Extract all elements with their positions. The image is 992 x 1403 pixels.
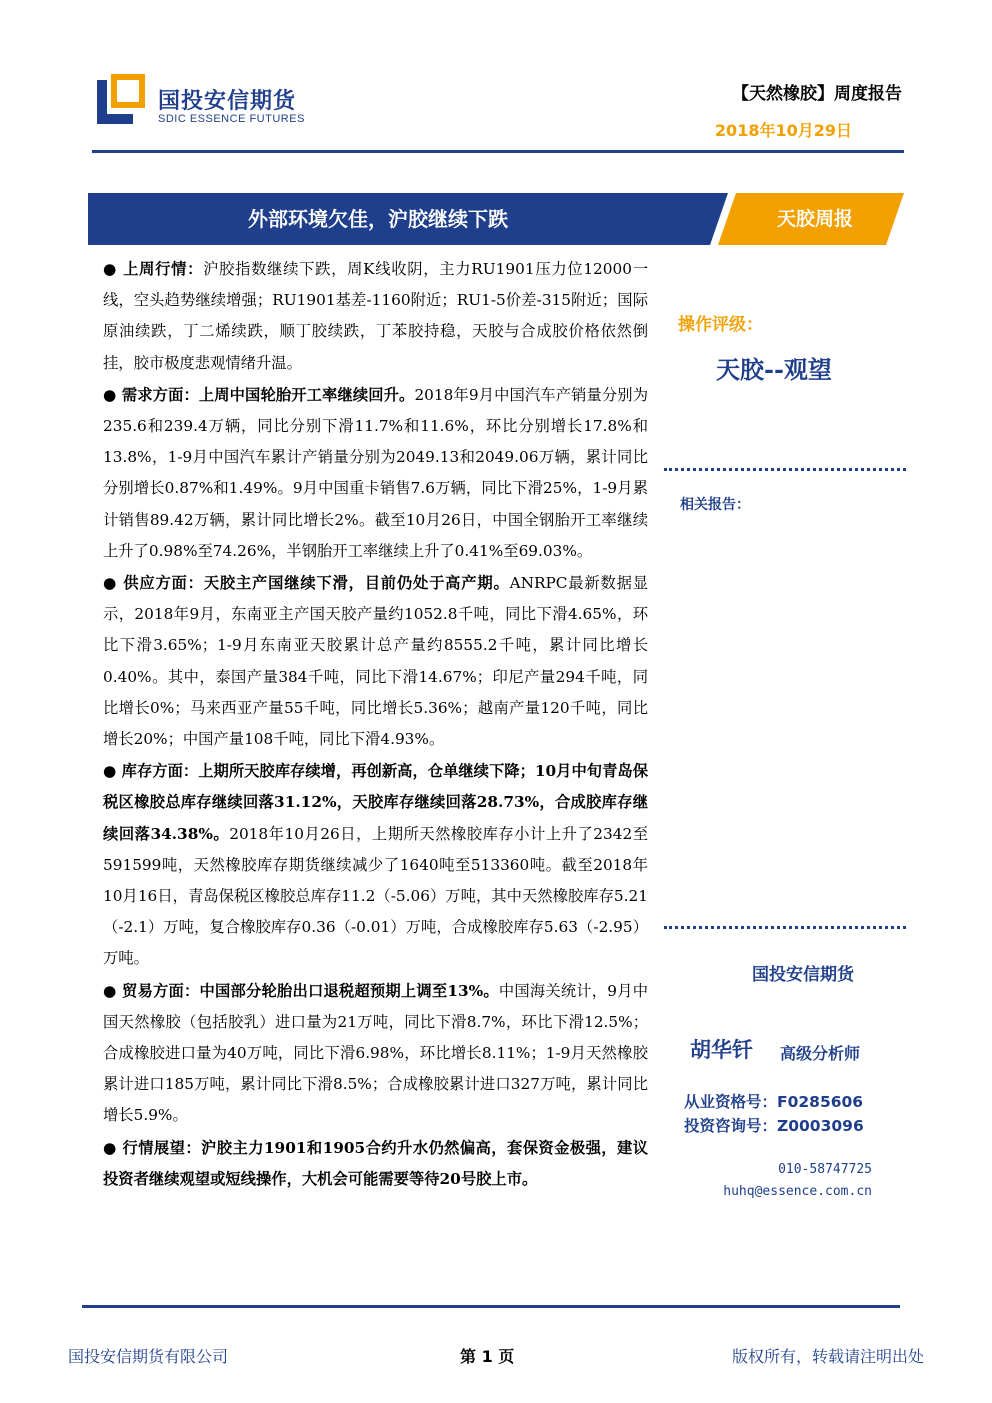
sidebar-company: 国投安信期货	[752, 965, 854, 985]
sidebar-divider	[664, 468, 906, 471]
logo-cn-text: 国投安信期货	[158, 89, 297, 114]
qualification-number: 从业资格号：F0285606	[684, 1093, 864, 1111]
section-inventory	[103, 756, 648, 974]
section-text: ANRPC最新数据显示，2018年9月，东南亚主产国天胶产量约1052.8千吨，同比下滑4.65%，环比下滑3.65%；1-9月东南亚天胶累计总产量约8555.2千吨，累计同比增长0.40%。其中，泰国产量384千吨，同比下滑14.67%；印尼产量294千吨，同比增长0%；马来西亚产量55千吨，同比增长5.36%；越南产量120千吨，同比增长20%；中国产量108千吨，同比下滑4.93%。	[103, 574, 648, 749]
section-market	[103, 254, 648, 379]
logo-icon	[97, 74, 145, 126]
section-text: 中国海关统计，9月中国天然橡胶（包括胶乳）进口量为21万吨，同比下滑8.7%，环比下滑12.5%；合成橡胶进口量为40万吨，同比下滑6.98%，环比增长8.11%；1-9月天然橡胶累计进口185万吨，累计同比下滑8.5%；合成橡胶累计进口327万吨，累计同比增长5.9%。	[103, 981, 649, 1125]
section-text: 2018年9月中国汽车产销量分别为235.6和239.4万辆，同比分别下滑11.7%和11.6%，环比分别增长17.8%和13.8%，1-9月中国汽车累计产销量分别为2049.13和2049.06万辆，累计同比分别增长0.87%和1.49%。9月中国重卡销售7.6万辆，同比下滑25%，1-9月累计销售89.42万辆，累计同比增长2%。截至10月26日，中国全钢胎开工率继续上升了0.98%至74.26%，半钢胎开工率继续上升了0.41%至69.03%。	[103, 385, 648, 560]
section-outlook	[103, 1133, 648, 1195]
analyst-email[interactable]: huhq@essence.com.cn	[723, 1184, 872, 1199]
report-title: 外部环境欠佳，沪胶继续下跌	[248, 207, 508, 231]
page-number: 第 1 页	[460, 1347, 515, 1366]
report-body	[103, 254, 648, 1196]
analyst-title: 高级分析师	[780, 1044, 861, 1063]
sidebar-divider	[664, 926, 906, 929]
section-trade	[103, 976, 648, 1132]
footer-company: 国投安信期货有限公司	[68, 1347, 229, 1366]
rating-value: 天胶--观望	[716, 355, 832, 384]
analyst-name: 胡华钎	[690, 1038, 753, 1062]
section-lead: ● 贸易方面：中国部分轮胎出口退税超预期上调至13%。	[103, 981, 499, 1000]
related-reports-label: 相关报告：	[680, 497, 750, 513]
header-divider	[92, 150, 904, 153]
report-tag: 天胶周报	[776, 208, 853, 230]
footer-copyright: 版权所有，转载请注明出处	[731, 1347, 924, 1366]
rating-label: 操作评级：	[678, 315, 763, 335]
section-lead: ● 供应方面：天胶主产国继续下滑，目前仍处于高产期。	[103, 574, 510, 593]
analyst-phone: 010-58747725	[778, 1162, 872, 1177]
section-supply	[103, 568, 648, 755]
section-lead: ● 上周行情：	[103, 260, 204, 278]
section-demand	[103, 380, 648, 567]
section-text: 沪胶指数继续下跌，周K线收阴，主力RU1901压力位12000一线，空头趋势继续增强；RU1901基差-1160附近；RU1-5价差-315附近；国际原油续跌，丁二烯续跌，顺丁胶续跌，丁苯胶持稳，天胶与合成胶价格依然倒挂，胶市极度悲观情绪升温。	[103, 260, 648, 372]
consulting-number: 投资咨询号：Z0003096	[684, 1117, 864, 1135]
report-date: 2018年10月29日	[714, 121, 852, 140]
report-type: 【天然橡胶】周度报告	[732, 84, 902, 104]
section-lead: ● 行情展望：沪胶主力1901和1905合约升水仍然偏高，套保资金极强，建议投资者继续观望或短线操作，大机会可能需要等待20号胶上市。	[103, 1138, 648, 1188]
logo-en-text: SDIC ESSENCE FUTURES	[158, 113, 305, 125]
section-lead: ● 库存方面：上期所天胶库存续增，再创新高，仓单继续下降；10月中旬青岛保税区橡胶总库存继续回落31.12%，天胶库存继续回落28.73%，合成胶库存继续回落34.38%。	[103, 762, 648, 843]
section-lead: ● 需求方面：上周中国轮胎开工率继续回升。	[103, 385, 415, 404]
section-text: 2018年10月26日，上期所天然橡胶库存小计上升了2342至591599吨，天然橡胶库存期货继续减少了1640吨至513360吨。截至2018年10月16日，青岛保税区橡胶总库存11.2（-5.06）万吨，其中天然橡胶库存5.21（-2.1）万吨，复合橡胶库存0.36（-0.01）万吨，合成橡胶库存5.63（-2.95）万吨。	[103, 824, 649, 968]
footer-divider	[82, 1305, 900, 1308]
